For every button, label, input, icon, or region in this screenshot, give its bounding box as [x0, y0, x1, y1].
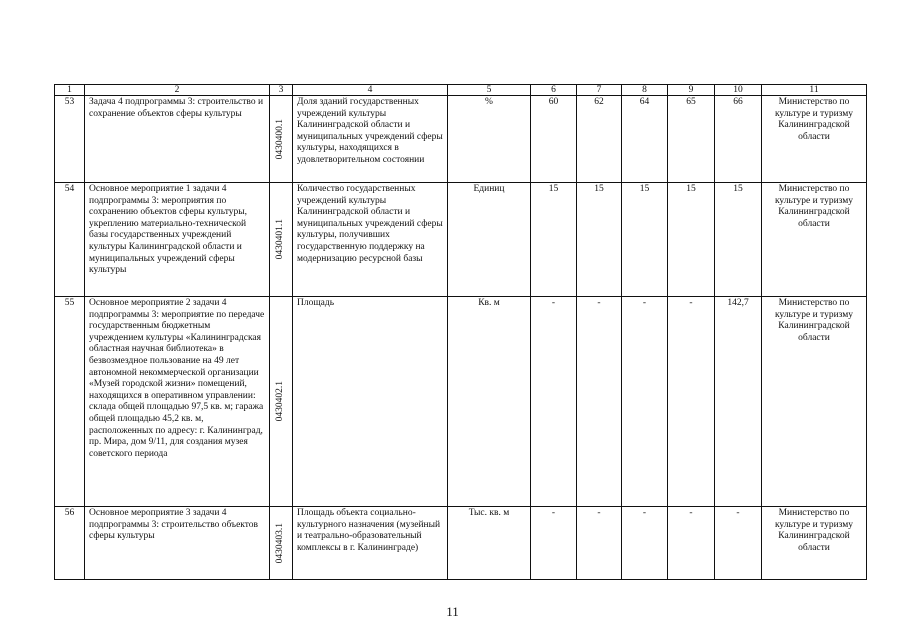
value-col7: - [577, 507, 622, 580]
value-col9: 15 [668, 183, 715, 297]
unit: Тыс. кв. м [448, 507, 531, 580]
column-header: 10 [715, 85, 762, 96]
indicator-name: Доля зданий государственных учреждений культуры Калининградской области и муниципальных учреждений сферы культуры, находящихся в удовлетворительном состоянии [293, 96, 448, 183]
table-row [55, 183, 867, 297]
value-col10: 142,7 [715, 297, 762, 507]
table-row [55, 507, 867, 580]
budget-code: 0430401.1 [275, 219, 286, 260]
value-col6: - [531, 507, 577, 580]
table-row [55, 297, 867, 507]
value-col8: 64 [622, 96, 668, 183]
indicator-name: Площадь [293, 297, 448, 507]
value-col7: 15 [577, 183, 622, 297]
responsible-ministry: Министерство по культуре и туризму Калининградской области [762, 96, 867, 183]
unit: % [448, 96, 531, 183]
column-header: 9 [668, 85, 715, 96]
indicators-table [54, 84, 867, 580]
value-col8: - [622, 507, 668, 580]
value-col10: 66 [715, 96, 762, 183]
responsible-ministry: Министерство по культуре и туризму Калининградской области [762, 507, 867, 580]
budget-code: 0430402.1 [275, 381, 286, 422]
column-header: 4 [293, 85, 448, 96]
activity-name: Основное мероприятие 2 задачи 4 подпрограммы 3: мероприятие по передаче государственным бюджетным учреждением культуры «Калининградская областная научная библиотека» в безвозмездное пользование на 49 лет автономной некоммерческой организации «Музей городской жизни» помещений, находящихся в оперативном управлении: склада общей площадью 97,5 кв. м; гаража общей площадью 45,2 кв. м, расположенных по адресу: г. Калининград, пр. Мира, дом 9/11, для создания музея советского периода [85, 297, 270, 507]
value-col6: - [531, 297, 577, 507]
value-col8: 15 [622, 183, 668, 297]
column-header: 6 [531, 85, 577, 96]
budget-code: 0430400.1 [275, 118, 286, 160]
column-header: 7 [577, 85, 622, 96]
value-col8: - [622, 297, 668, 507]
table-row [55, 96, 867, 183]
unit: Кв. м [448, 297, 531, 507]
activity-name: Основное мероприятие 1 задачи 4 подпрограммы 3: мероприятия по сохранению объектов сферы культуры, укреплению материально-технической базы государственных учреждений культуры Калининградской области и муниципальных учреждений сферы культуры [85, 183, 270, 297]
indicator-name: Площадь объекта социально-культурного назначения (музейный и театрально-образовательный комплексы в г. Калининграде) [293, 507, 448, 580]
row-number: 54 [55, 183, 85, 297]
column-header: 3 [270, 85, 293, 96]
activity-name: Задача 4 подпрограммы 3: строительство и сохранение объектов сферы культуры [85, 96, 270, 183]
indicator-name: Количество государственных учреждений культуры Калининградской области и муниципальных учреждений сферы культуры, получивших государственную поддержку на модернизацию ресурсной базы [293, 183, 448, 297]
value-col9: - [668, 297, 715, 507]
value-col6: 60 [531, 96, 577, 183]
activity-name: Основное мероприятие 3 задачи 4 подпрограммы 3: строительство объектов сферы культуры [85, 507, 270, 580]
value-col7: 62 [577, 96, 622, 183]
responsible-ministry: Министерство по культуре и туризму Калининградской области [762, 297, 867, 507]
unit: Единиц [448, 183, 531, 297]
column-header: 11 [762, 85, 867, 96]
value-col9: - [668, 507, 715, 580]
value-col9: 65 [668, 96, 715, 183]
responsible-ministry: Министерство по культуре и туризму Калининградской области [762, 183, 867, 297]
value-col6: 15 [531, 183, 577, 297]
column-header: 8 [622, 85, 668, 96]
column-header: 1 [55, 85, 85, 96]
value-col10: - [715, 507, 762, 580]
page-number: 11 [446, 604, 459, 619]
value-col7: - [577, 297, 622, 507]
row-number: 55 [55, 297, 85, 507]
column-header: 2 [85, 85, 270, 96]
column-header: 5 [448, 85, 531, 96]
column-number-row [55, 85, 867, 96]
row-number: 56 [55, 507, 85, 580]
row-number: 53 [55, 96, 85, 183]
value-col10: 15 [715, 183, 762, 297]
budget-code: 0430403.1 [275, 522, 286, 564]
